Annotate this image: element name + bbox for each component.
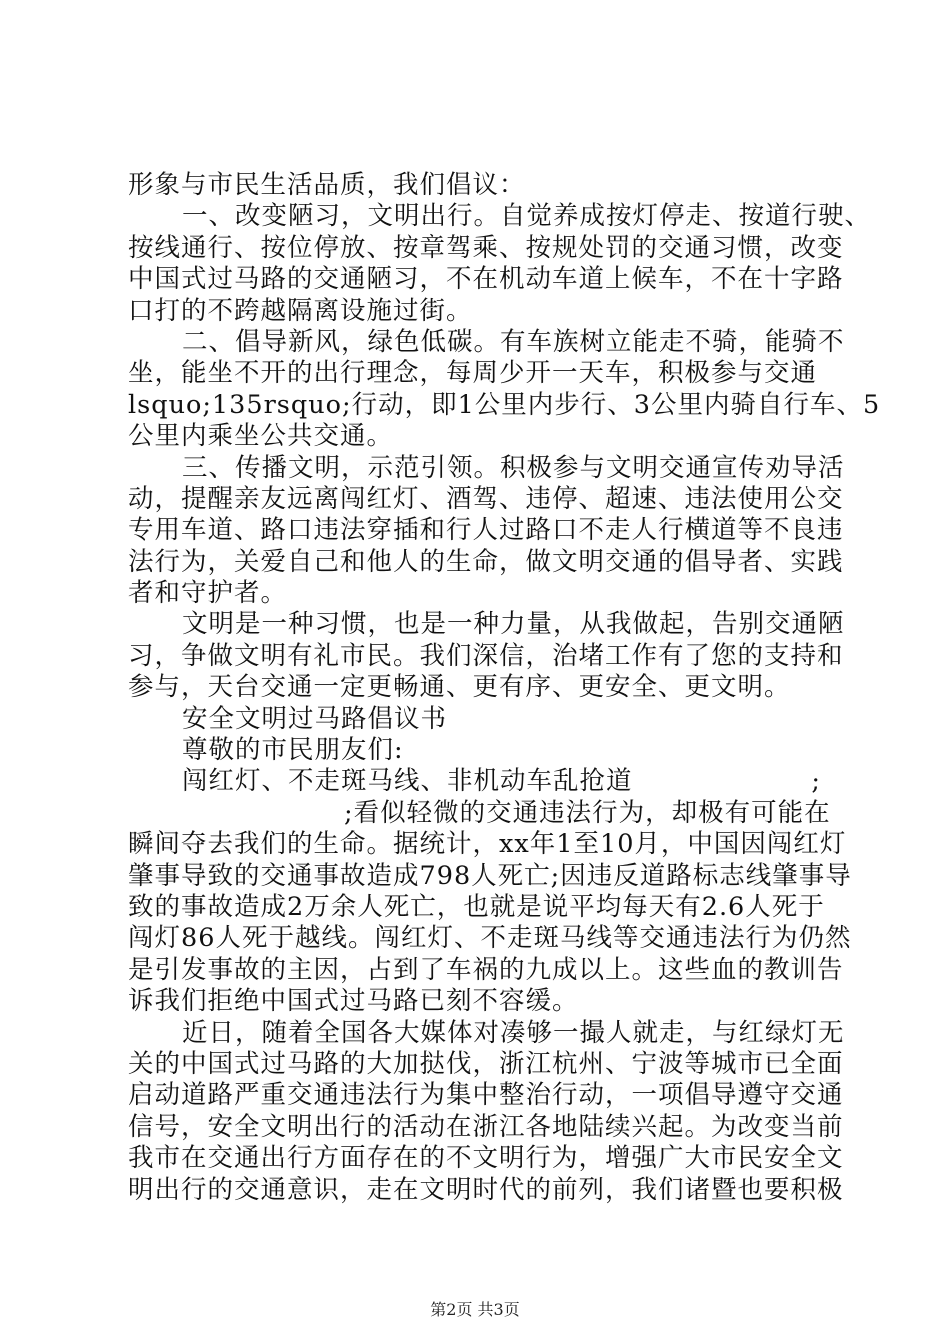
text-line: 按线通行、按位停放、按章驾乘、按规处罚的交通习惯，改变 — [128, 232, 844, 263]
page-number: 第2页 共3页 — [430, 1300, 520, 1319]
text-line: 专用车道、路口违法穿插和行人过路口不走人行横道等不良违 — [128, 515, 844, 546]
salutation-line: 尊敬的市民朋友们: — [182, 735, 404, 766]
text-line: 公里内乘坐公共交通。 — [128, 421, 394, 452]
paragraph-start-line: 近日，随着全国各大媒体对凑够一撮人就走，与红绿灯无 — [182, 1017, 845, 1048]
gapped-line-right: ; — [811, 766, 821, 797]
page-footer — [0, 1297, 950, 1320]
text-line: 启动道路严重交通违法行为集中整治行动，一项倡导遵守交通 — [128, 1080, 844, 1111]
text-line: 口打的不跨越隔离设施过街。 — [128, 295, 473, 326]
gapped-line-left: 闯红灯、不走斑马线、非机动车乱抢道 — [182, 766, 633, 797]
line-gap — [633, 766, 812, 797]
text-line: 习，争做文明有礼市民。我们深信，治堵工作有了您的支持和 — [128, 640, 844, 671]
gapped-text-line — [128, 766, 833, 797]
continued-line: ;看似轻微的交通违法行为，却极有可能在 — [344, 797, 831, 828]
text-line: 者和守护者。 — [128, 578, 288, 609]
paragraph-start-line: 文明是一种习惯，也是一种力量，从我做起，告别交通陋 — [182, 609, 845, 640]
text-line: 参与，天台交通一定更畅通、更有序、更安全、更文明。 — [128, 672, 791, 703]
paragraph-start-line: 三、传播文明，示范引领。积极参与文明交通宣传劝导活 — [182, 452, 845, 483]
text-line: 信号，安全文明出行的活动在浙江各地陆续兴起。为改变当前 — [128, 1111, 844, 1142]
paragraph-start-line: 一、改变陋习，文明出行。自觉养成按灯停走、按道行驶、 — [182, 201, 872, 232]
text-line: 中国式过马路的交通陋习，不在机动车道上候车，不在十字路 — [128, 264, 844, 295]
text-line: 动，提醒亲友远离闯红灯、酒驾、违停、超速、违法使用公交 — [128, 483, 844, 514]
text-line: 关的中国式过马路的大加挞伐，浙江杭州、宁波等城市已全面 — [128, 1048, 844, 1079]
document-title-line: 安全文明过马路倡议书 — [182, 703, 448, 734]
text-line: 明出行的交通意识，走在文明时代的前列，我们诸暨也要积极 — [128, 1174, 844, 1205]
text-line: 坐，能坐不开的出行理念，每周少开一天车，积极参与交通 — [128, 358, 818, 389]
text-line: 我市在交通出行方面存在的不文明行为，增强广大市民安全文 — [128, 1143, 844, 1174]
text-line: 闯灯86人死于越线。闯红灯、不走斑马线等交通违法行为仍然 — [128, 923, 852, 954]
text-line: 诉我们拒绝中国式过马路已刻不容缓。 — [128, 986, 579, 1017]
text-line: lsquo;135rsquo;行动，即1公里内步行、3公里内骑自行车、5 — [128, 389, 881, 420]
text-line: 肇事导致的交通事故造成798人死亡;因违反道路标志线肇事导 — [128, 860, 852, 891]
text-line: 瞬间夺去我们的生命。据统计，xx年1至10月，中国因闯红灯 — [128, 829, 847, 860]
text-line: 是引发事故的主因，占到了车祸的九成以上。这些血的教训告 — [128, 954, 844, 985]
paragraph-start-line: 二、倡导新风，绿色低碳。有车族树立能走不骑，能骑不 — [182, 326, 845, 357]
text-line: 形象与市民生活品质，我们倡议： — [128, 170, 526, 200]
body-text — [128, 170, 881, 1206]
text-line: 致的事故造成2万余人死亡，也就是说平均每天有2.6人死于 — [128, 891, 825, 922]
text-line: 法行为，关爱自己和他人的生命，做文明交通的倡导者、实践 — [128, 546, 844, 577]
